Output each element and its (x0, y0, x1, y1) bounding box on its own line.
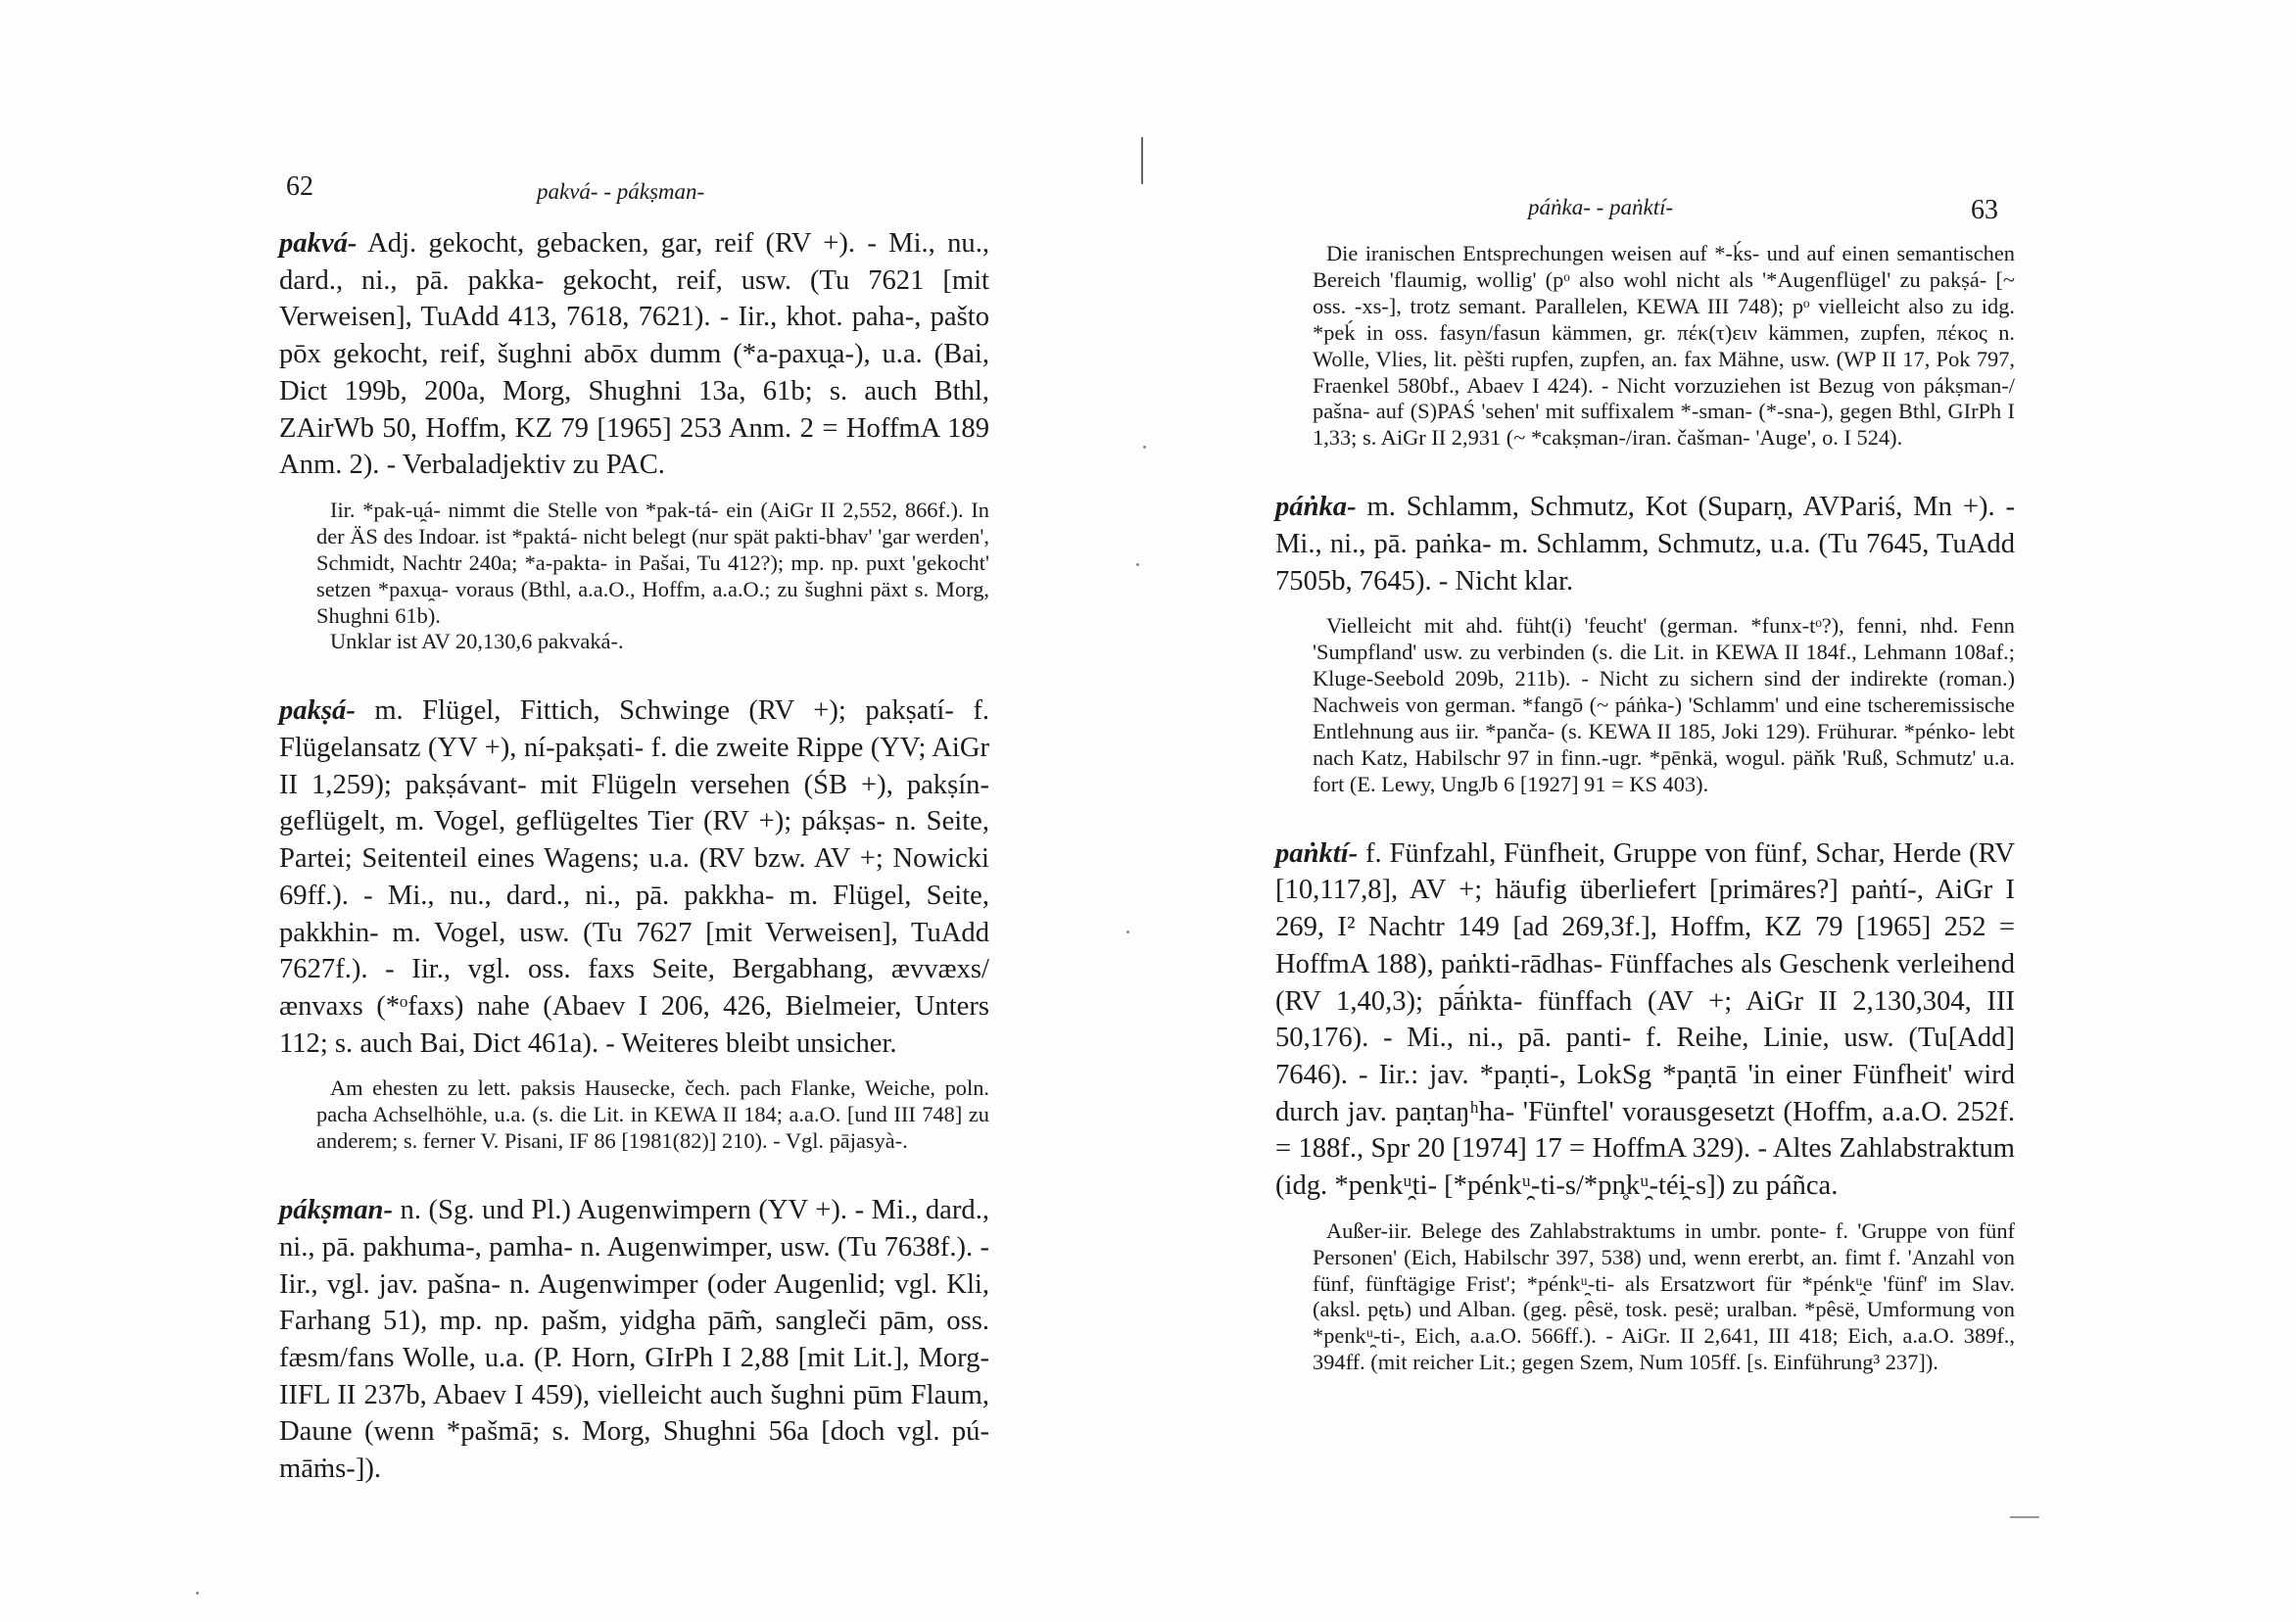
note-paragraph: Vielleicht mit ahd. füht(i) 'feucht' (german. *funx-tᵒ?), fenni, nhd. Fenn 'Sumpfland' usw. zu verbinden (s. die Lit. in KEWA II 184f., Lehmann 108af.; Kluge-Seebold 209b, 211b). - Nicht zu sichern sind der indirekte (roman.) Nachweis von german. *fangō (~ páṅka-) 'Schlamm' und eine tscheremissische Entlehnung aus iir. *panča- (s. KEWA II 185, Joki 129). Frühurar. *pénko- lebt nach Katz, Habilschr 97 in finn.-ugr. *pēnkä, wogul. päňk 'Ruß, Schmutz' u.a. fort (E. Lewy, UngJb 6 [1927] 91 = KS 403). (1313, 613, 2015, 796)
note-paragraph: Iir. *pak-u̯á- nimmt die Stelle von *pak-tá- ein (AiGr II 2,552, 866f.). In der ÄS des Indoar. ist *paktá- nicht belegt (nur spät pakti-bhav' 'gar werden', Schmidt, Nachtr 240a; *a-pakta- in Pašai, Tu 412?); mp. np. puxt 'gekocht' setzen *paxu̯a- voraus (Bthl, a.a.O., Hoffm, a.a.O.; zu šughni päxt s. Morg, Shughni 61b). (316, 497, 989, 628)
entry-text: m. Schlamm, Schmutz, Kot (Suparṇ, AVPariś, Mn +). - Mi., ni., pā. paṅka- m. Schlamm, Schmutz, u.a. (Tu 7645, TuAdd 7505b, 7645). - Nicht klar. (1275, 492, 2015, 596)
entry-note (279, 1075, 989, 1155)
running-head: páṅka- - paṅktí- (1528, 195, 1674, 219)
note-paragraph: Die iranischen Entsprechungen weisen auf *-ḱs- und auf einen semantischen Bereich 'flaumig, wollig' (pᵒ also wohl nicht als '*Augenflügel' zu pakṣá- [~ oss. -xs-], trotz semant. Parallelen, KEWA III 748); pᵒ vielleicht also zu idg. *peḱ in oss. fasyn/fasun kämmen, gr. πέκ(τ)ειν kämmen, zupfen, πέκος n. Wolle, Vlies, lit. pèšti rupfen, zupfen, an. fax Mähne, usw. (WP II 17, Pok 797, Fraenkel 580bf., Abaev I 424). - Nicht vorzuziehen ist Bezug von pákṣman-/ pašna- auf (S)PAŚ 'sehen' mit suffixalem *-sman- (*-sna-), gegen Bthl, GIrPh I 1,33; s. AiGr II 2,931 (~ *cakṣman-/iran. čašman- 'Auge', o. I 524). (1313, 241, 2015, 451)
entry-note (1275, 613, 2015, 797)
entry-text: f. Fünfzahl, Fünfheit, Gruppe von fünf, Schar, Herde (RV [10,117,8], AV +; häufig überliefert [primäres?] paṅtí-, AiGr I 269, I² Nachtr 149 [ad 269,3f.], Hoffm, KZ 79 [1965] 252 = HoffmA 188), paṅkti-rādhas- Fünffaches als Geschenk verleihend (RV 1,40,3); pā́ṅkta- fünffach (AV +; AiGr II 2,130,304, III 50,176). - Mi., ni., pā. panti- f. Reihe, Linie, usw. (Tu[Add] 7646). - Iir.: jav. *paṇti-, LokSg *paṇtā 'in einer Fünfheit' wird durch jav. paṇtaŋʰha- 'Fünftel' vorausgesetzt (Hoffm, a.a.O. 252f. = 188f., Spr 20 [1974] 17 = HoffmA 329). - Altes Zahlabstraktum (idg. *penkᵘ̯ti- [*pénkᵘ̯-ti-s/*pn̥kᵘ̯-téi̯-s]) zu páñca. (1275, 837, 2015, 1202)
continued-note (1275, 241, 2015, 452)
note-paragraph: Am ehesten zu lett. paksis Hausecke, čech. pach Flanke, Weiche, poln. pacha Achselhöhle, u.a. (s. die Lit. in KEWA II 184; a.a.O. [und III 748] zu anderem; s. ferner V. Pisani, IF 86 [1981(82)] 210). - Vgl. pājasyà-. (316, 1075, 989, 1154)
dictionary-entry (1275, 835, 2015, 1205)
entry-note (1275, 1218, 2015, 1376)
dictionary-entry (279, 225, 989, 484)
headword: pakvá- (279, 228, 358, 259)
right-column (1275, 241, 2015, 1376)
page-right (1148, 0, 2296, 1622)
left-column (279, 225, 989, 1488)
page-number: 62 (286, 171, 313, 202)
entry-note (279, 498, 989, 655)
headword: paṅktí- (1275, 837, 1359, 869)
dictionary-entry (279, 692, 989, 1062)
dictionary-entry (279, 1192, 989, 1488)
dictionary-entry (1275, 489, 2015, 599)
note-paragraph: Außer-iir. Belege des Zahlabstraktums in umbr. ponte- f. 'Gruppe von fünf Personen' (Eich, Habilschr 397, 538) und, wenn ererbt, an. fimt f. 'Anzahl von fünf, fünftägige Frist'; *pénkᵘ̯-ti- als Ersatzwort für *pénkᵘ̯e 'fünf' im Slav. (aksl. pętь) und Alban. (geg. pêsë, tosk. pesë; uralban. *pêsë, Umformung von *penkᵘ̯-ti-, Eich, a.a.O. 566ff.). - AiGr. II 2,641, III 418; Eich, a.a.O. 389f., 394ff. (mit reicher Lit.; gegen Szem, Num 105ff. [s. Einführung³ 237]). (1313, 1217, 2015, 1375)
entry-text: n. (Sg. und Pl.) Augenwimpern (YV +). - Mi., dard., ni., pā. pakhuma-, pamha- n. Augenwimper, usw. (Tu 7638f.). - Iir., vgl. jav. pašna- n. Augenwimper (oder Augenlid; vgl. Kli, Farhang 51), mp. np. pašm, yidgha pām̃, sangleči pām, oss. fæsm/fans Wolle, u.a. (P. Horn, GIrPh I 2,88 [mit Lit.], Morg-IIFL II 237b, Abaev I 459), vielleicht auch šughni pūm Flaum, Daune (wenn *pašmā; s. Morg, Shughni 56a [doch vgl. pú-māṁs-]). (279, 1195, 989, 1485)
page-number: 63 (1971, 195, 1998, 225)
headword: páṅka- (1275, 492, 1357, 523)
note-paragraph: Unklar ist AV 20,130,6 pakvaká-. (330, 629, 624, 654)
headword: pakṣá- (279, 695, 356, 727)
running-head: pakvá- - pákṣman- (537, 179, 705, 204)
entry-text: m. Flügel, Fittich, Schwinge (RV +); pakṣatí- f. Flügelansatz (YV +), ní-pakṣati- f. die zweite Rippe (YV; AiGr II 1,259); pakṣávant- mit Flügeln versehen (ŚB +), pakṣín- geflügelt, m. Vogel, geflügeltes Tier (RV +); pákṣas- n. Seite, Partei; Seitenteil eines Wagens; u.a. (RV bzw. AV +; Nowicki 69ff.). - Mi., nu., dard., ni., pā. pakkha- m. Flügel, Seite, pakkhin- m. Vogel, usw. (Tu 7627 [mit Verweisen], TuAdd 7627f.). - Iir., vgl. oss. faxs Seite, Bergabhang, ævvæxs/ænvaxs (*ᵒfaxs) nahe (Abaev I 206, 426, Bielmeier, Unters 112; s. auch Bai, Dict 461a). - Weiteres bleibt unsicher. (279, 695, 989, 1059)
headword: pákṣman- (279, 1195, 393, 1226)
entry-text: Adj. gekocht, gebacken, gar, reif (RV +). - Mi., nu., dard., ni., pā. pakka- gekocht, reif, usw. (Tu 7621 [mit Verweisen], TuAdd 413, 7618, 7621). - Iir., khot. paha-, pašto pōx gekocht, reif, šughni abōx dumm (*a-paxu̯a-), u.a. (Bai, Dict 199b, 200a, Morg, Shughni 13a, 61b; s. auch Bthl, ZAirWb 50, Hoffm, KZ 79 [1965] 253 Anm. 2 = HoffmA 189 Anm. 2). - Verbaladjektiv zu PAC. (279, 228, 989, 481)
